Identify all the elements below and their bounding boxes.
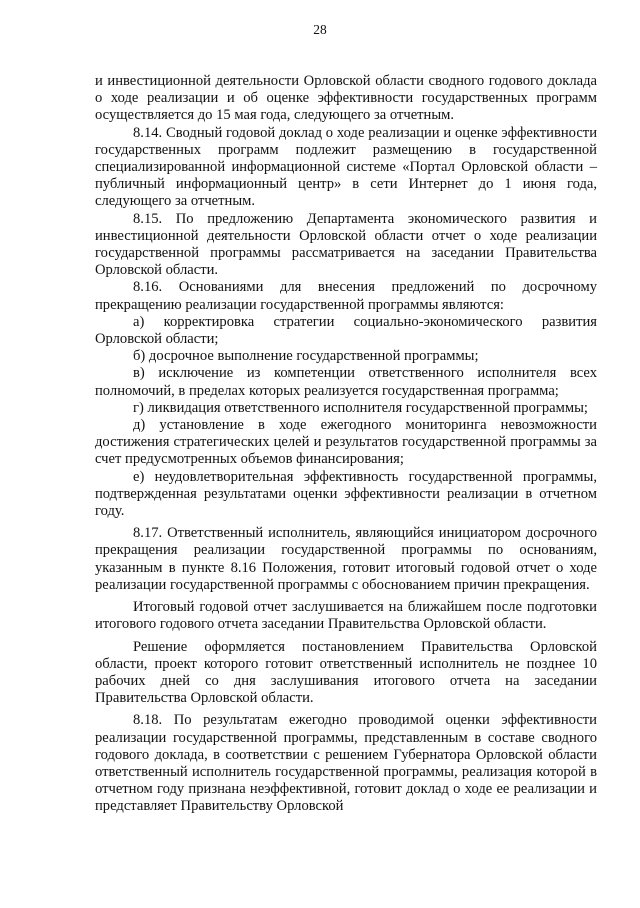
list-item-e: е) неудовлетворительная эффективность государственной программы, подтвержденная результатами оценки эффективности реализации в отчетном году.	[95, 468, 597, 520]
paragraph-8-18: 8.18. По результатам ежегодно проводимой оценки эффективности реализации государственной программы, представленным в составе сводного годового доклада, в соответствии с решением Губернатора Орловской области ответственный исполнитель государственной программы, реализация которой в отчетном году признана неэффективной, готовит доклад о ходе ее реализации и представляет Правительству Орловской	[95, 712, 597, 815]
paragraph-decision: Решение оформляется постановлением Правительства Орловской области, проект которого готовит ответственный исполнитель не позднее 10 рабочих дней со дня заслушивания итогового отчета на заседании Правительства Орловской области.	[95, 638, 597, 707]
paragraph-8-17: 8.17. Ответственный исполнитель, являющийся инициатором досрочного прекращения реализации государственной программы по основаниям, указанным в пункте 8.16 Положения, готовит итоговый годовой отчет о ходе реализации государственной программы с обоснованием причин прекращения.	[95, 525, 597, 593]
paragraph-8-15: 8.15. По предложению Департамента экономического развития и инвестиционной деятельности Орловской области отчет о ходе реализации государственной программы рассматривается на заседании Правительства Орловской области.	[95, 210, 597, 279]
document-body	[95, 73, 597, 816]
list-item-a: а) корректировка стратегии социально-экономического развития Орловской области;	[95, 313, 597, 348]
paragraph-8-16: 8.16. Основаниями для внесения предложений по досрочному прекращению реализации государственной программы являются:	[95, 279, 597, 313]
list-item-b: б) досрочное выполнение государственной программы;	[133, 348, 479, 365]
list-item-v: в) исключение из компетенции ответственного исполнителя всех полномочий, в пределах которых реализуется государственная программа;	[95, 365, 597, 399]
paragraph-8-14: 8.14. Сводный годовой доклад о ходе реализации и оценке эффективности государственных программ подлежит размещению в государственной специализированной информационной системе «Портал Орловской области – публичный информационный центр» в сети Интернет до 1 июня года, следующего за отчетным.	[95, 124, 597, 210]
list-item-g: г) ликвидация ответственного исполнителя государственной программы;	[133, 399, 588, 416]
paragraph-continuation: и инвестиционной деятельности Орловской области сводного годового доклада о ходе реализации и об оценке эффективности государственных программ осуществляется до 15 мая года, следующего за отчетным.	[95, 73, 597, 124]
list-item-d: д) установление в ходе ежегодного мониторинга невозможности достижения стратегических целей и результатов государственной программы за счет предусмотренных объемов финансирования;	[95, 417, 597, 468]
page-number: 28	[313, 22, 327, 37]
paragraph-final-report: Итоговый годовой отчет заслушивается на ближайшем после подготовки итогового годового отчета заседании Правительства Орловской области.	[95, 599, 597, 633]
